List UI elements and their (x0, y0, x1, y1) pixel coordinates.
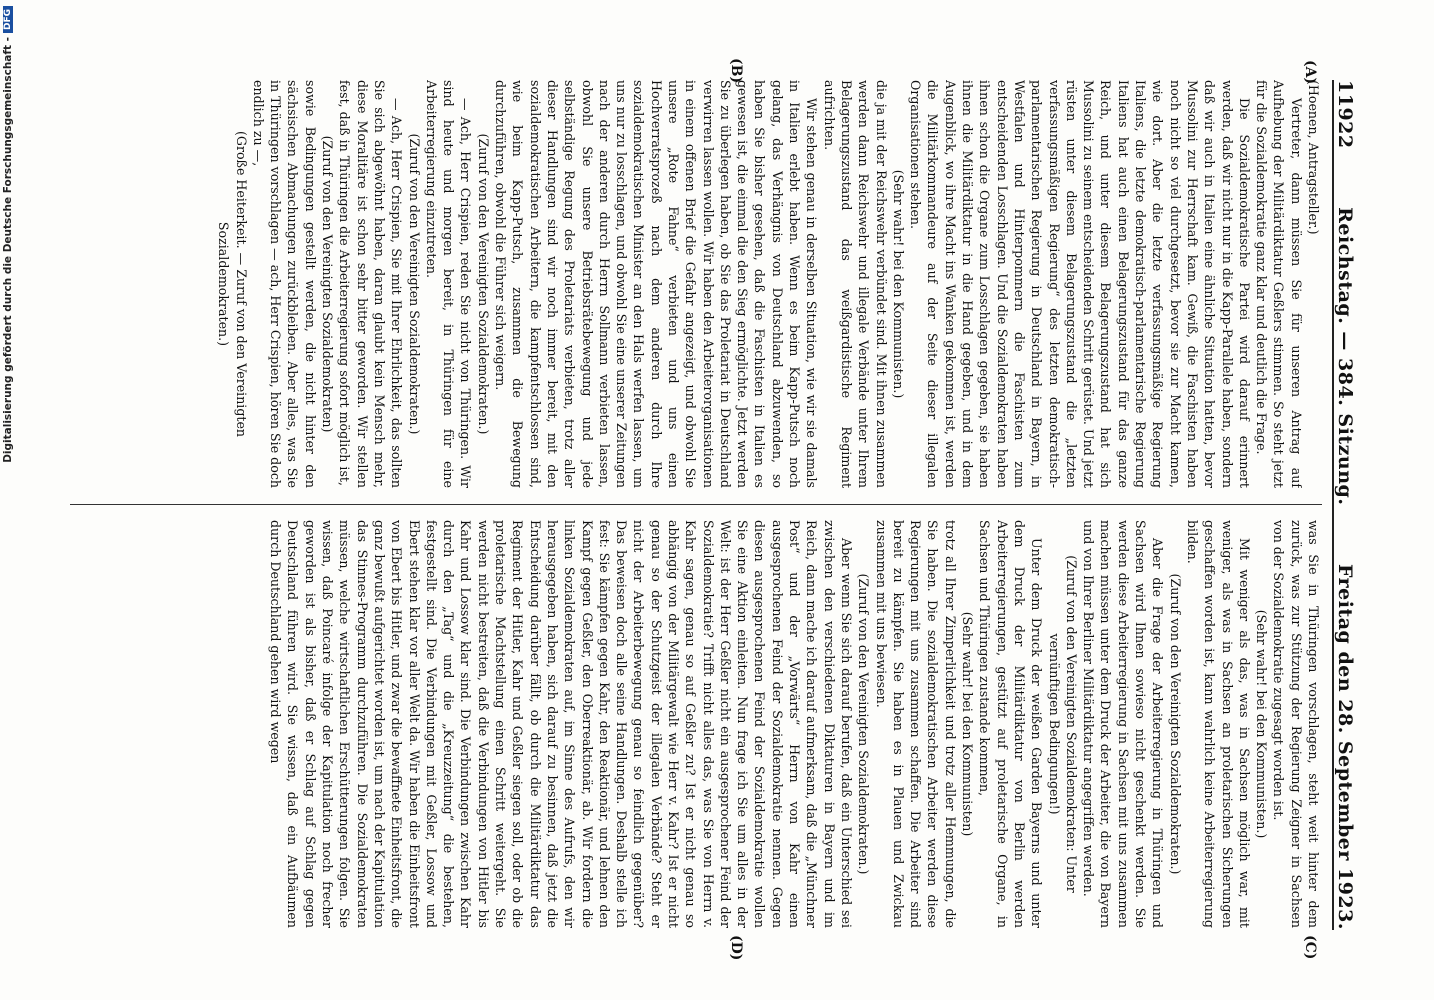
paragraph: — Ach, Herr Crispien, reden Sie nicht von Thüringen. Wir sind heute und morgen bereit, in Thüringen für eine Arbeiterregierung einzutreten. (423, 80, 474, 488)
paragraph: sowie Bedingungen gestellt werden, die nicht hinter den sächsischen Abmachungen zurückbleiben. Aber alles, was Sie in Thüringen vorschlagen — ach, Herr Crispien, hören Sie doch endlich zu —, (250, 80, 318, 488)
right-column (70, 520, 1322, 928)
interjection: (Zuruf von den Vereinigten Sozialdemokraten.) (406, 133, 422, 435)
paragraph: die ja mit der Reichswehr verbündet sind. Mit ihnen zusammen werden dann Reichswehr und illegale Verbände unter Ihrem Belagerungszustand das weißgardistische Regiment aufrichten. (821, 80, 889, 488)
margin-marker-a: (A) (1302, 60, 1318, 85)
interjection: (Sehr wahr! bei den Kommunisten.) (1254, 609, 1270, 839)
dfg-logo: DFG (3, 6, 13, 33)
paragraph: Wir stehen genau in derselben Situation, wie wir sie damals in Italien erlebt haben. Wenn es beim Kapp-Putsch noch gelang, das Verhängnis von Deutschland abzuwenden, so haben Sie bisher gesehen, daß die Faschisten in Italien es gewesen ist, die einmal die den Sieg ermöglichte. Jetzt werden Sie zu überlegen haben, ob Sie das Proletariat in Deutschland verwirren lassen wollen. Wir haben den Arbeiterorganisationen in einem offenen Brief die Gefahr angezeigt, und obwohl Sie unsere „Rote Fahne“ verbieten und uns einen Hochverratsprozeß nach dem anderen durch Ihre sozialdemokratischen Minister an den Hals werfen lassen, um uns nur zu losschlagen, und obwohl Sie eine unserer Zeitungen nach der anderen durch Herrn Sollmann verbieten lassen, obwohl Sie unsere Betriebsrätebewegung und jede selbständige Regung des Proletariats verbieten, trotz aller dieser Handlungen sind wir noch immer bereit, mit den sozialdemokratischen Arbeitern, die kampfentschlossen sind, wie beim Kapp-Putsch, zusammen die Bewegung durchzuführen, obwohl die Führer sich weigern. (493, 80, 820, 488)
paragraph: Aber wenn Sie sich darauf berufen, daß ein Unterschied sei zwischen den verschiedenen Diktaturen in Bayern und im Reich, dann mache ich darauf aufmerksam, daß die „Münchner Post“ und der „Vorwärts“ Herrn von Kahr einen ausgesprochenen Feind der Sozialdemokratie nennen. Gegen diesen ausgesprochenen Feind der Sozialdemokratie wollen Sie eine Aktion einleiten. Nun frage ich Sie um alles in der Welt: ist der Herr Geßler nicht ein ausgesprochener Feind der Sozialdemokratie? Trifft nicht alles das, was Sie von Herrn v. Kahr sagen, genau so auf Geßler zu? Ist er nicht genau so abhängig von der Militärgewalt wie Herr v. Kahr? Ist er nicht genau so der Schutzgeist der illegalen Verbände? Steht er nicht der Arbeiterbewegung genau so feindlich gegenüber? Das beweisen doch alle seine Handlungen. Deshalb stelle ich fest: Sie kämpfen gegen Kahr, den Reaktionär, und lehnen den Kampf gegen Geßler, den Oberreaktionär, ab. Wir fordern die linken Sozialdemokraten auf, im Sinne des Aufrufs, den wir herausgegeben haben, sich darauf zu besinnen, daß jetzt die Entscheidung darüber fällt, ob durch die Militärdiktatur das Regiment der Hitler, Kahr und Geßler siegen soll, oder ob die proletarische Machtstellung einen Schritt weitergeht. Sie werden nicht bestreiten, daß die Verbindungen von Hitler bis Kahr und Lossow klar sind. Die Verbindungen zwischen Kahr durch den „Tag“ und die „Kreuzzeitung“ die bestehen, festgestellt sind. Die Verbindungen mit Geßler, Lossow und Ebert stehen klar vor aller Welt da. Wir haben die Einheitsfront von Ebert bis Hitler, und zwar die bewaffnete Einheitsfront, die ganz bewußt aufgerichtet worden ist, um nach der Kapitulation das Stinnes-Programm durchzuführen. Die Sozialdemokraten müssen, welche wirtschaftlichen Erschütterungen folgen. Sie wissen, daß Poincaré infolge der Kapitulation noch frecher geworden ist als bisher, daß er Schlag auf Schlag gegen Deutschland führen wird. Sie wissen, daß ein Aufbäumen durch Deutschland gehen wird wegen (268, 520, 854, 928)
paragraph: Aber die Frage der Arbeiterregierung in Thüringen und Sachsen wird Ihnen sowieso nicht geschenkt werden. Sie werden diese Arbeiterregierung in Sachsen mit uns zusammen machen müssen unter dem Druck der Arbeiter, die von Bayern und von Ihrer Berliner Militärdiktatur angegriffen werden. (1081, 520, 1166, 928)
interjection: (Zuruf von den Vereinigten Sozialdemokraten) (320, 135, 336, 433)
margin-marker-c: (C) (1302, 935, 1318, 960)
paragraph: Mit weniger als das, was in Sachsen möglich war, mit weniger, als was in Sachsen an proletarischen Sicherungen geschaffen worden ist, kann wahrlich keine Arbeiterregierung bilden. (1184, 520, 1252, 928)
interjection: (Zuruf von den Vereinigten Sozialdemokraten.) (475, 133, 491, 435)
paragraph: Unter dem Druck der weißen Garden Bayerns und unter dem Druck der Militärdiktatur von Berlin werden Arbeiterregierungen, gestützt auf proletarische Organe, in Sachsen und Thüringen zustande kommen, (977, 520, 1045, 928)
paragraph: Vertreter, dann müssen Sie für unseren Antrag auf Aufhebung der Militärdiktatur Geßlers stimmen. So steht jetzt für die Sozialdemokratie ganz klar und deutlich die Frage. (1254, 80, 1304, 488)
page-header (1332, 80, 1368, 930)
interjection: (Große Heiterkeit. — Zuruf von den Vereinigten Sozialdemokraten.) (216, 130, 249, 438)
column-divider (70, 504, 1322, 505)
header-title: Reichstag. — 384. Sitzung. (1334, 207, 1356, 506)
paragraph: trotz all Ihrer Zimperlichkeit und trotz aller Hemmungen, die Sie haben. Die sozialdemokratischen Arbeiter werden diese Regierungen mit uns zusammen schaffen. Die Arbeiter sind bereit zu kämpfen. Sie haben es in Plauen und Zwickau zusammen mit uns bewiesen. (873, 520, 958, 928)
digitization-footer (0, 0, 16, 1000)
interjection: (Zuruf von den Vereinigten Sozialdemokraten: Unter vernünftigen Bedingungen!) (1046, 555, 1079, 893)
interjection: (Sehr wahr! bei den Kommunisten.) (890, 169, 906, 399)
margin-marker-d: (D) (728, 935, 744, 961)
speaker-line: (Hoenen, Antragsteller.) (1306, 80, 1321, 235)
paragraph: was Sie in Thüringen vorschlagen, steht weit hinter dem zurück, was zur Stützung der Regierung Zeigner in Sachsen von der Sozialdemokratie zugesagt worden ist. (1271, 520, 1321, 928)
interjection: (Zuruf von den Vereinigten Sozialdemokraten.) (856, 573, 872, 875)
left-column (70, 80, 1322, 488)
header-date: Freitag den 28. September 1923. (1334, 564, 1356, 930)
interjection: (Sehr wahr! bei den Kommunisten) (960, 611, 976, 837)
footer-text: Digitalisierung gefördert durch die Deutsche Forschungsgemeinschaft - (2, 37, 14, 463)
margin-marker-b: (B) (728, 58, 744, 84)
paragraph: — Ach, Herr Crispien, Sie mit Ihrer Ehrlichkeit, das sollten Sie sich abgewöhnt haben, daran glaubt kein Mensch mehr, diese Moralitäre ist schon sehr bitter geworden. Wir stellen fest, daß in Thüringen die Arbeiterregierung sofort möglich ist, (337, 80, 405, 488)
interjection: (Zuruf von den Vereinigten Sozialdemokraten.) (1167, 573, 1183, 875)
paragraph: Die Sozialdemokratische Partei wird darauf erinnert werden, daß wir nicht nur in die Kapp-Parallele haben, sondern daß wir auch in Italien eine ähnliche Situation hatten, bevor Mussolini zur Herrschaft kam. Gewiß, die Faschisten haben noch nicht so viel durchgesetzt, bevor sie zur Macht kamen, wie dort. Aber die letzte verfassungsmäßige Regierung Italiens, die letzte demokratisch-parlamentarische Regierung Italiens hat auch einen Belagerungszustand für das ganze Reich, und unter diesem Belagerungszustand hat sich Mussolini zu seinem entscheidenden Schritt gerüstet. Und jetzt rüsten unter diesem Belagerungszustand die „letzten verfassungsmäßigen Regierung“ des letzten demokratisch-parlamentarischen Regierung in Deutschland in Bayern, in Westfalen und Hinterpommern die Faschisten zum entscheidenden Losschlagen. Und die Sozialdemokraten haben ihnen schon die Organe zum Losschlagen gegeben, sie haben ihnen die Militärdiktatur in die Hand gegeben, und in dem Augenblick, wo ihre Macht ins Wanken gekommen ist, werden die Militärkommandeure auf der Seite dieser illegalen Organisationen stehen. (908, 80, 1252, 488)
page-number: 11922 (1334, 80, 1356, 149)
